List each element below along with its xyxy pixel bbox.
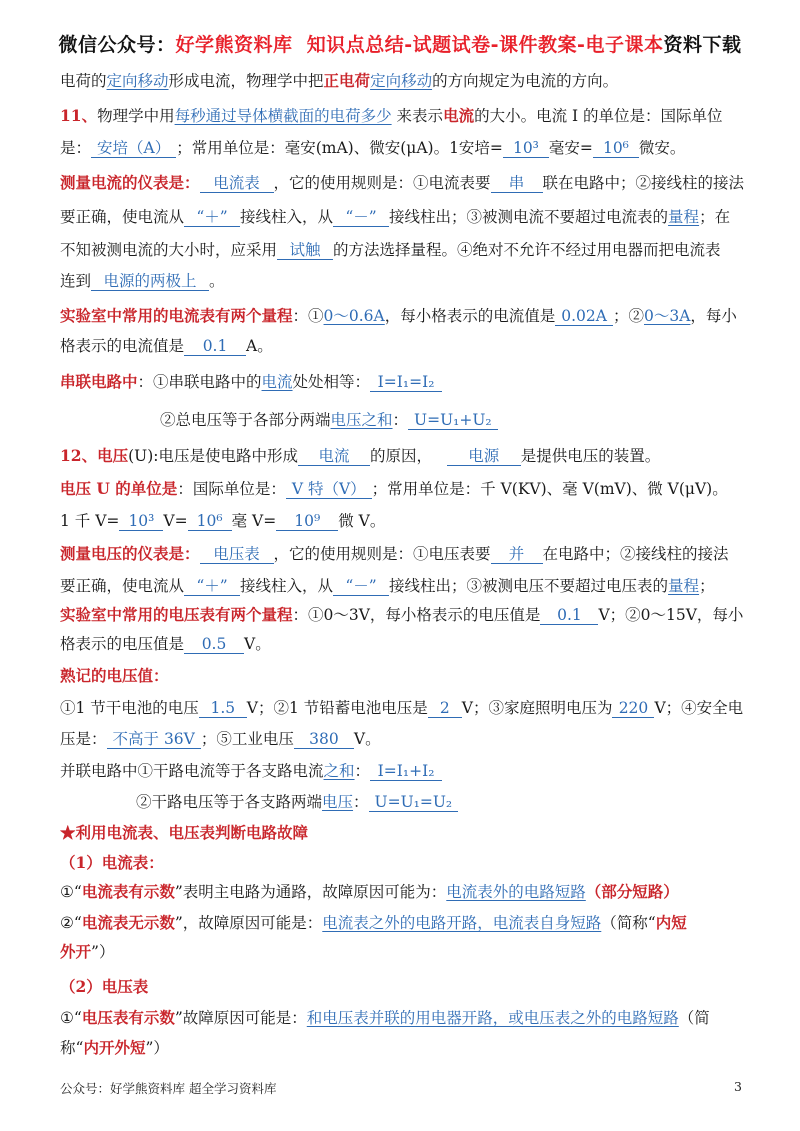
answer-blank: V 特（V） xyxy=(286,480,372,499)
section-label: 实验室中常用的电压表有两个量程 xyxy=(60,605,293,624)
answer: 和电压表并联的用电器开路，或电压表之外的电路短路 xyxy=(306,1009,679,1027)
item-number: 12、 xyxy=(60,446,98,465)
page-footer: 公众号：好学熊资料库 超全学习资料库 xyxy=(60,1081,277,1096)
text: V。 xyxy=(244,635,271,653)
text-line-3 xyxy=(60,138,685,158)
answer-blank: 220 xyxy=(612,699,654,718)
text: ，它的使用规则是：①电流表要 xyxy=(273,174,491,192)
answer-blank: U=U₁+U₂ xyxy=(408,411,498,430)
text: 物理学中用 xyxy=(97,107,175,125)
text: ： xyxy=(392,411,409,429)
text: 接线柱入，从 xyxy=(240,577,334,595)
text: 微 V。 xyxy=(338,512,386,530)
text: 接线柱出；③被测电流不要超过电流表的 xyxy=(389,208,669,226)
answer: 定向移动 xyxy=(370,72,433,90)
subsection-heading: （1）电流表： xyxy=(60,853,164,872)
text-line-5 xyxy=(60,207,730,227)
text: 1 千 V= xyxy=(60,512,120,530)
text: 形成电流，物理学中把 xyxy=(168,72,324,90)
text: 格表示的电压值是 xyxy=(60,635,185,653)
answer-blank: 0.02A xyxy=(555,307,613,326)
section-label: 测量电压的仪表是： xyxy=(60,544,200,563)
subsection-heading: （2）电压表 xyxy=(60,977,149,996)
answer-blank: 电源的两极上 xyxy=(91,272,209,291)
text: 毫 V= xyxy=(231,512,277,530)
answer: 0～0.6A xyxy=(323,307,385,325)
text-line-27 xyxy=(60,913,687,933)
text: ：①串联电路中的 xyxy=(137,373,262,391)
answer-blank: I=I₁+I₂ xyxy=(370,762,442,781)
answer-blank: “－” xyxy=(333,577,389,596)
text: ；② xyxy=(612,307,644,325)
text-line-7 xyxy=(60,271,225,291)
text: ，每小 xyxy=(690,307,737,325)
text: ①“ xyxy=(60,883,82,901)
page-number: 3 xyxy=(734,1079,742,1094)
text: ：① xyxy=(292,307,324,325)
keyword: 电压表有示数 xyxy=(81,1008,175,1027)
text: 毫安= xyxy=(548,139,593,157)
text: ：国际单位是： xyxy=(177,480,286,498)
text: 处处相等： xyxy=(292,373,371,391)
answer-blank: 10³ xyxy=(119,512,163,531)
text: 在电路中；②接线柱的接法 xyxy=(542,545,729,563)
text: ②干路电压等于各支路两端 xyxy=(136,793,323,811)
header-prefix: 微信公众号： xyxy=(58,34,176,56)
answer-blank: 试触 xyxy=(277,241,333,260)
text: 的方法选择量程。④绝对不允许不经过用电器而把电流表 xyxy=(333,241,721,259)
answer-blank: 380 xyxy=(294,730,354,749)
text: ： xyxy=(353,793,369,811)
text-line-8 xyxy=(60,306,737,326)
text: 称“ xyxy=(60,1039,84,1057)
answer-blank: I=I₁=I₂ xyxy=(370,373,442,392)
text: ①“ xyxy=(60,1009,82,1027)
text-line-18 xyxy=(60,634,271,654)
section-label: 串联电路中 xyxy=(60,372,138,391)
answer-blank: 10⁶ xyxy=(188,512,232,531)
text: ；常用单位是：千 V(KV)、毫 V(mV)、微 V(μV)。 xyxy=(371,480,728,498)
keyword: 电流表有示数 xyxy=(81,882,175,901)
text: ”） xyxy=(145,1039,169,1057)
answer: 定向移动 xyxy=(106,72,169,90)
text: 要正确，使电流从 xyxy=(60,208,185,226)
text: 连到 xyxy=(60,272,92,290)
text: 微安。 xyxy=(638,139,686,157)
text: A。 xyxy=(246,337,273,355)
text: (U):电压是使电路中形成 xyxy=(128,447,298,465)
text: ，每小格表示的电流值是 xyxy=(384,307,556,325)
text: 不知被测电流的大小时，应采用 xyxy=(60,241,278,259)
text: ②总电压等于各部分两端 xyxy=(160,411,331,429)
text-line-26 xyxy=(60,882,679,902)
text: ； xyxy=(699,577,715,595)
answer-blank: 电压表 xyxy=(200,545,274,564)
section-heading: ★利用电流表、电压表判断电路故障 xyxy=(60,823,309,842)
keyword: 外开 xyxy=(60,942,92,961)
text-line-9 xyxy=(60,336,273,356)
text: ①1 节干电池的电压 xyxy=(60,699,199,717)
section-label: 电压 U 的单位是 xyxy=(60,479,178,498)
text: ：①0～3V，每小格表示的电压值是 xyxy=(292,606,541,624)
text-line-13 xyxy=(60,479,728,499)
text: ”故障原因可能是： xyxy=(174,1009,307,1027)
text: ”，故障原因可能是： xyxy=(174,914,323,932)
text: V；②1 节铅蓄电池电压是 xyxy=(246,699,428,717)
header-topics: 知识点总结-试题试卷-课件教案-电子课本 xyxy=(306,34,664,56)
text-line-21 xyxy=(60,729,381,749)
answer: 电压 xyxy=(322,793,354,811)
answer-blank: 0.1 xyxy=(540,606,598,625)
text-line-22 xyxy=(60,761,442,781)
text-line-11 xyxy=(160,410,498,430)
text: 电荷的 xyxy=(60,72,107,90)
text-line-29 xyxy=(60,977,148,997)
text-line-4 xyxy=(60,173,744,193)
text-line-20 xyxy=(60,698,743,718)
text: ②“ xyxy=(60,914,82,932)
text: 压是： xyxy=(60,730,107,748)
text-line-25 xyxy=(60,853,164,873)
answer-blank: 电流表 xyxy=(200,174,274,193)
text: ”表明主电路为通路，故障原因可能为： xyxy=(174,883,447,901)
answer-blank: “＋” xyxy=(184,577,240,596)
text-line-2 xyxy=(60,106,723,126)
text: 。 xyxy=(209,272,225,290)
text: V；②0～15V，每小 xyxy=(598,606,744,624)
text: 联在电路中；②接线柱的接法 xyxy=(542,174,745,192)
text-line-17 xyxy=(60,605,743,625)
text-line-30 xyxy=(60,1008,710,1028)
answer: 电流表外的电路短路 xyxy=(446,883,586,901)
keyword: 内短 xyxy=(655,913,687,932)
text-line-15 xyxy=(60,544,729,564)
text: 的大小。电流 I 的单位是：国际单位 xyxy=(474,107,723,125)
answer-blank: 安培（A） xyxy=(91,139,176,158)
text: V；④安全电 xyxy=(654,699,744,717)
text-line-12 xyxy=(60,446,660,466)
text-line-19 xyxy=(60,666,169,686)
text: ；在 xyxy=(699,208,731,226)
text: 并联电路中①干路电流等于各支路电流 xyxy=(60,762,324,780)
keyword: 电压 xyxy=(97,446,129,465)
text: 是： xyxy=(60,139,92,157)
text: ”） xyxy=(91,943,115,961)
answer: 量程 xyxy=(668,577,700,595)
keyword: 内开外短 xyxy=(83,1038,146,1057)
section-label: 实验室中常用的电流表有两个量程 xyxy=(60,306,293,325)
answer-blank: 电流 xyxy=(298,447,370,466)
item-number: 11、 xyxy=(60,106,98,125)
keyword: 正电荷 xyxy=(323,71,371,90)
text-line-23 xyxy=(136,792,458,812)
answer-blank: 不高于 36V xyxy=(107,730,201,749)
answer-blank: “＋” xyxy=(184,208,240,227)
answer: 量程 xyxy=(668,208,700,226)
text: ；常用单位是：毫安(mA)、微安(μA)。1安培= xyxy=(176,139,503,157)
answer-blank: 0.1 xyxy=(184,337,246,356)
text: V= xyxy=(163,512,188,530)
text-line-24 xyxy=(60,823,308,843)
text: ；⑤工业电压 xyxy=(200,730,294,748)
text: （简称“ xyxy=(601,914,656,932)
header-suffix: 资料下载 xyxy=(663,34,742,56)
answer-blank: 0.5 xyxy=(184,635,244,654)
text: 要正确，使电流从 xyxy=(60,577,185,595)
text: 的原因， xyxy=(369,447,432,465)
text-line-14 xyxy=(60,511,385,531)
text-line-10 xyxy=(60,372,442,392)
answer-blank: “－” xyxy=(333,208,389,227)
answer-blank: 电源 xyxy=(447,447,521,466)
text: 接线柱入，从 xyxy=(240,208,334,226)
answer: 每秒通过导体横截面的电荷多少 xyxy=(174,107,392,125)
text: V。 xyxy=(353,730,381,748)
text: 接线柱出；③被测电压不要超过电压表的 xyxy=(389,577,669,595)
text-line-31 xyxy=(60,1038,169,1058)
answer-blank: U=U₁=U₂ xyxy=(369,793,459,812)
text: V；③家庭照明电压为 xyxy=(461,699,613,717)
answer-blank: 串 xyxy=(491,174,543,193)
page-header xyxy=(0,30,800,57)
text: ，它的使用规则是：①电压表要 xyxy=(273,545,491,563)
text-line-28 xyxy=(60,942,114,962)
header-brand: 好学熊资料库 xyxy=(175,34,293,56)
answer: 之和 xyxy=(323,762,355,780)
text: 的方向规定为电流的方向。 xyxy=(432,72,619,90)
answer: 0～3A xyxy=(644,307,691,325)
section-label: 熟记的电压值： xyxy=(60,666,169,685)
answer-blank: 10⁶ xyxy=(593,139,639,158)
text: （简 xyxy=(678,1009,710,1027)
answer-blank: 10³ xyxy=(503,139,549,158)
text-line-1 xyxy=(60,71,618,91)
text: 格表示的电流值是 xyxy=(60,337,185,355)
text-line-6 xyxy=(60,240,721,260)
section-label: 测量电流的仪表是： xyxy=(60,173,200,192)
answer: 电流 xyxy=(261,373,293,391)
answer-blank: 并 xyxy=(491,545,543,564)
text: 是提供电压的装置。 xyxy=(520,447,661,465)
text: ： xyxy=(354,762,371,780)
answer-blank: 2 xyxy=(428,699,462,718)
answer-blank: 10⁹ xyxy=(276,512,338,531)
keyword: 电流 xyxy=(443,106,475,125)
text: 来表示 xyxy=(396,107,444,125)
text-line-16 xyxy=(60,576,715,596)
keyword: 电流表无示数 xyxy=(81,913,175,932)
keyword: （部分短路） xyxy=(585,882,679,901)
answer: 电压之和 xyxy=(330,411,393,429)
answer-blank: 1.5 xyxy=(199,699,247,718)
answer: 电流表之外的电路开路，电流表自身短路 xyxy=(322,914,602,932)
